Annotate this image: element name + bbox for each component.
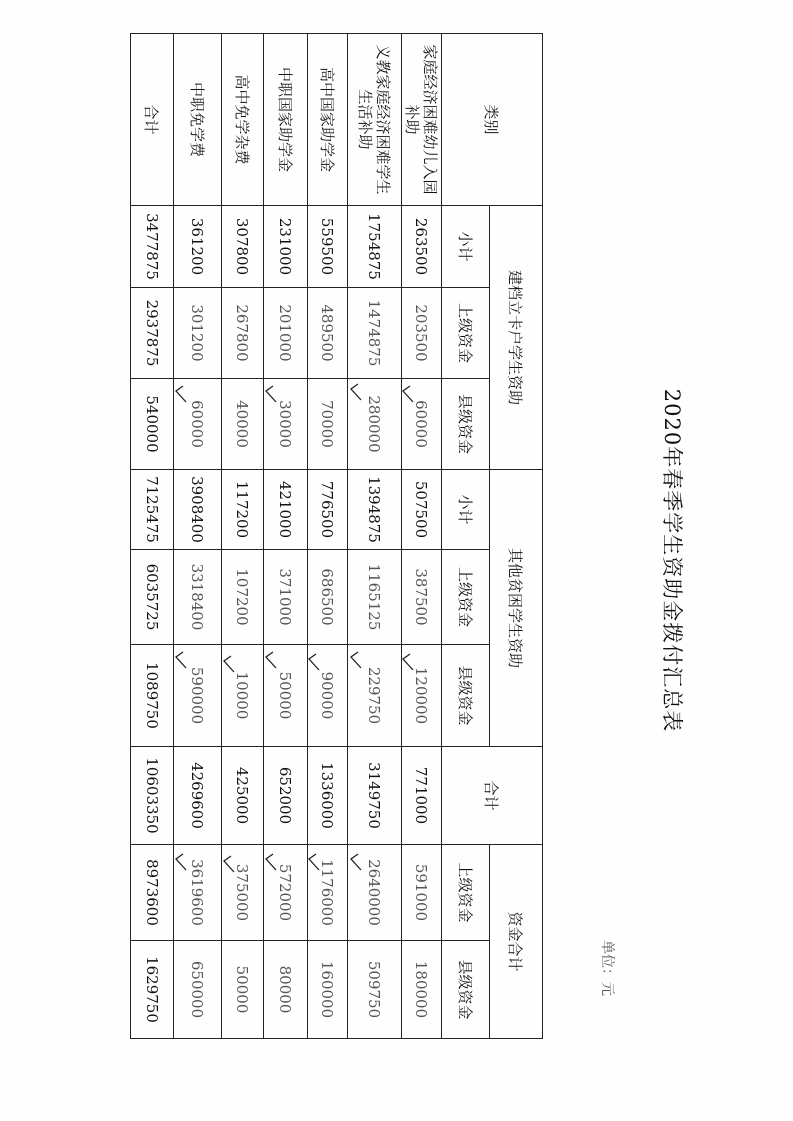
totals-oth-county: 1089750 (131, 645, 174, 747)
totals-total: 10603350 (131, 747, 174, 845)
check-mark-icon (308, 853, 320, 871)
check-mark-icon (350, 853, 362, 871)
fund-superior-cell: 2640000 (348, 845, 402, 941)
table-row (264, 34, 308, 1039)
fund-superior-cell: 572000 (264, 845, 308, 941)
header-fund-superior: 上级资金 (442, 845, 490, 941)
check-mark-icon (265, 385, 277, 403)
check-mark-icon (175, 651, 187, 669)
oth-subtotal-cell: 117200 (222, 470, 264, 550)
row-category: 高中国家助学金 (308, 34, 348, 206)
fund-county-cell: 509750 (348, 941, 402, 1039)
total-cell: 771000 (402, 747, 442, 845)
check-mark-icon (402, 653, 414, 671)
oth-superior-cell: 371000 (264, 550, 308, 645)
reg-superior-cell: 489500 (308, 288, 348, 379)
unit-label: 单位：元 (599, 940, 615, 996)
row-category: 中职免学费 (174, 34, 222, 206)
page-title: 2020年春季学生资助金拨付汇总表 (660, 388, 684, 733)
totals-oth-superior: 6035725 (131, 550, 174, 645)
total-cell: 425000 (222, 747, 264, 845)
total-cell: 4269600 (174, 747, 222, 845)
totals-fund-county: 1629750 (131, 941, 174, 1039)
header-registered-group: 建档立卡户学生资助 (490, 206, 543, 470)
reg-subtotal-cell: 263500 (402, 206, 442, 288)
reg-subtotal-cell: 559500 (308, 206, 348, 288)
totals-reg-superior: 2937875 (131, 288, 174, 379)
row-category: 中职国家助学金 (264, 34, 308, 206)
fund-superior-cell: 1176000 (308, 845, 348, 941)
header-reg-subtotal: 小计 (442, 206, 490, 288)
header-oth-subtotal: 小计 (442, 470, 490, 550)
reg-county-cell: 30000 (264, 379, 308, 470)
check-mark-icon (265, 853, 277, 871)
check-mark-icon (223, 655, 235, 673)
fund-county-cell: 650000 (174, 941, 222, 1039)
oth-county-cell: 50000 (264, 645, 308, 747)
reg-subtotal-cell: 361200 (174, 206, 222, 288)
header-other-group: 其他贫困学生资助 (490, 470, 543, 747)
header-category: 类别 (442, 34, 543, 206)
check-mark-icon (175, 385, 187, 403)
reg-subtotal-cell: 307800 (222, 206, 264, 288)
check-mark-icon (350, 651, 362, 669)
header-oth-county: 县级资金 (442, 645, 490, 747)
totals-row (131, 34, 174, 1039)
table-row (222, 34, 264, 1039)
fund-county-cell: 80000 (264, 941, 308, 1039)
oth-subtotal-cell: 507500 (402, 470, 442, 550)
oth-superior-cell: 3318400 (174, 550, 222, 645)
reg-subtotal-cell: 1754875 (348, 206, 402, 288)
total-cell: 3149750 (348, 747, 402, 845)
fund-superior-cell: 375000 (222, 845, 264, 941)
oth-subtotal-cell: 1394875 (348, 470, 402, 550)
table-row (174, 34, 222, 1039)
row-category: 家庭经济困难幼儿入园补助 (402, 34, 442, 206)
header-reg-county: 县级资金 (442, 379, 490, 470)
reg-subtotal-cell: 231000 (264, 206, 308, 288)
header-fund-county: 县级资金 (442, 941, 490, 1039)
oth-county-cell: 90000 (308, 645, 348, 747)
check-mark-icon (402, 385, 414, 403)
oth-subtotal-cell: 421000 (264, 470, 308, 550)
total-cell: 1336000 (308, 747, 348, 845)
totals-reg-county: 540000 (131, 379, 174, 470)
header-reg-superior: 上级资金 (442, 288, 490, 379)
fund-superior-cell: 591000 (402, 845, 442, 941)
reg-superior-cell: 201000 (264, 288, 308, 379)
reg-superior-cell: 267800 (222, 288, 264, 379)
check-mark-icon (175, 853, 187, 871)
check-mark-icon (350, 383, 362, 401)
oth-superior-cell: 107200 (222, 550, 264, 645)
totals-fund-superior: 8973600 (131, 845, 174, 941)
row-category: 义教家庭经济困难学生生活补助 (348, 34, 402, 206)
fund-county-cell: 160000 (308, 941, 348, 1039)
check-mark-icon (308, 653, 320, 671)
reg-superior-cell: 1474875 (348, 288, 402, 379)
table-row (308, 34, 348, 1039)
fund-superior-cell: 3619600 (174, 845, 222, 941)
reg-county-cell: 60000 (402, 379, 442, 470)
header-oth-superior: 上级资金 (442, 550, 490, 645)
summary-table (130, 33, 543, 1039)
row-category: 高中免学杂费 (222, 34, 264, 206)
check-mark-icon (265, 651, 277, 669)
header-total: 合计 (442, 747, 543, 845)
table-row (402, 34, 442, 1039)
oth-county-cell: 120000 (402, 645, 442, 747)
oth-superior-cell: 686500 (308, 550, 348, 645)
oth-subtotal-cell: 776500 (308, 470, 348, 550)
reg-superior-cell: 203500 (402, 288, 442, 379)
reg-county-cell: 70000 (308, 379, 348, 470)
total-cell: 652000 (264, 747, 308, 845)
header-fund-total-group: 资金合计 (490, 845, 543, 1039)
fund-county-cell: 180000 (402, 941, 442, 1039)
table-row (348, 34, 402, 1039)
reg-county-cell: 60000 (174, 379, 222, 470)
fund-county-cell: 50000 (222, 941, 264, 1039)
reg-superior-cell: 301200 (174, 288, 222, 379)
totals-reg-subtotal: 3477875 (131, 206, 174, 288)
oth-superior-cell: 1165125 (348, 550, 402, 645)
check-mark-icon (223, 855, 235, 873)
totals-label: 合计 (131, 34, 174, 206)
reg-county-cell: 40000 (222, 379, 264, 470)
oth-subtotal-cell: 3908400 (174, 470, 222, 550)
reg-county-cell: 280000 (348, 379, 402, 470)
oth-county-cell: 10000 (222, 645, 264, 747)
oth-superior-cell: 387500 (402, 550, 442, 645)
oth-county-cell: 229750 (348, 645, 402, 747)
oth-county-cell: 590000 (174, 645, 222, 747)
totals-oth-subtotal: 7125475 (131, 470, 174, 550)
